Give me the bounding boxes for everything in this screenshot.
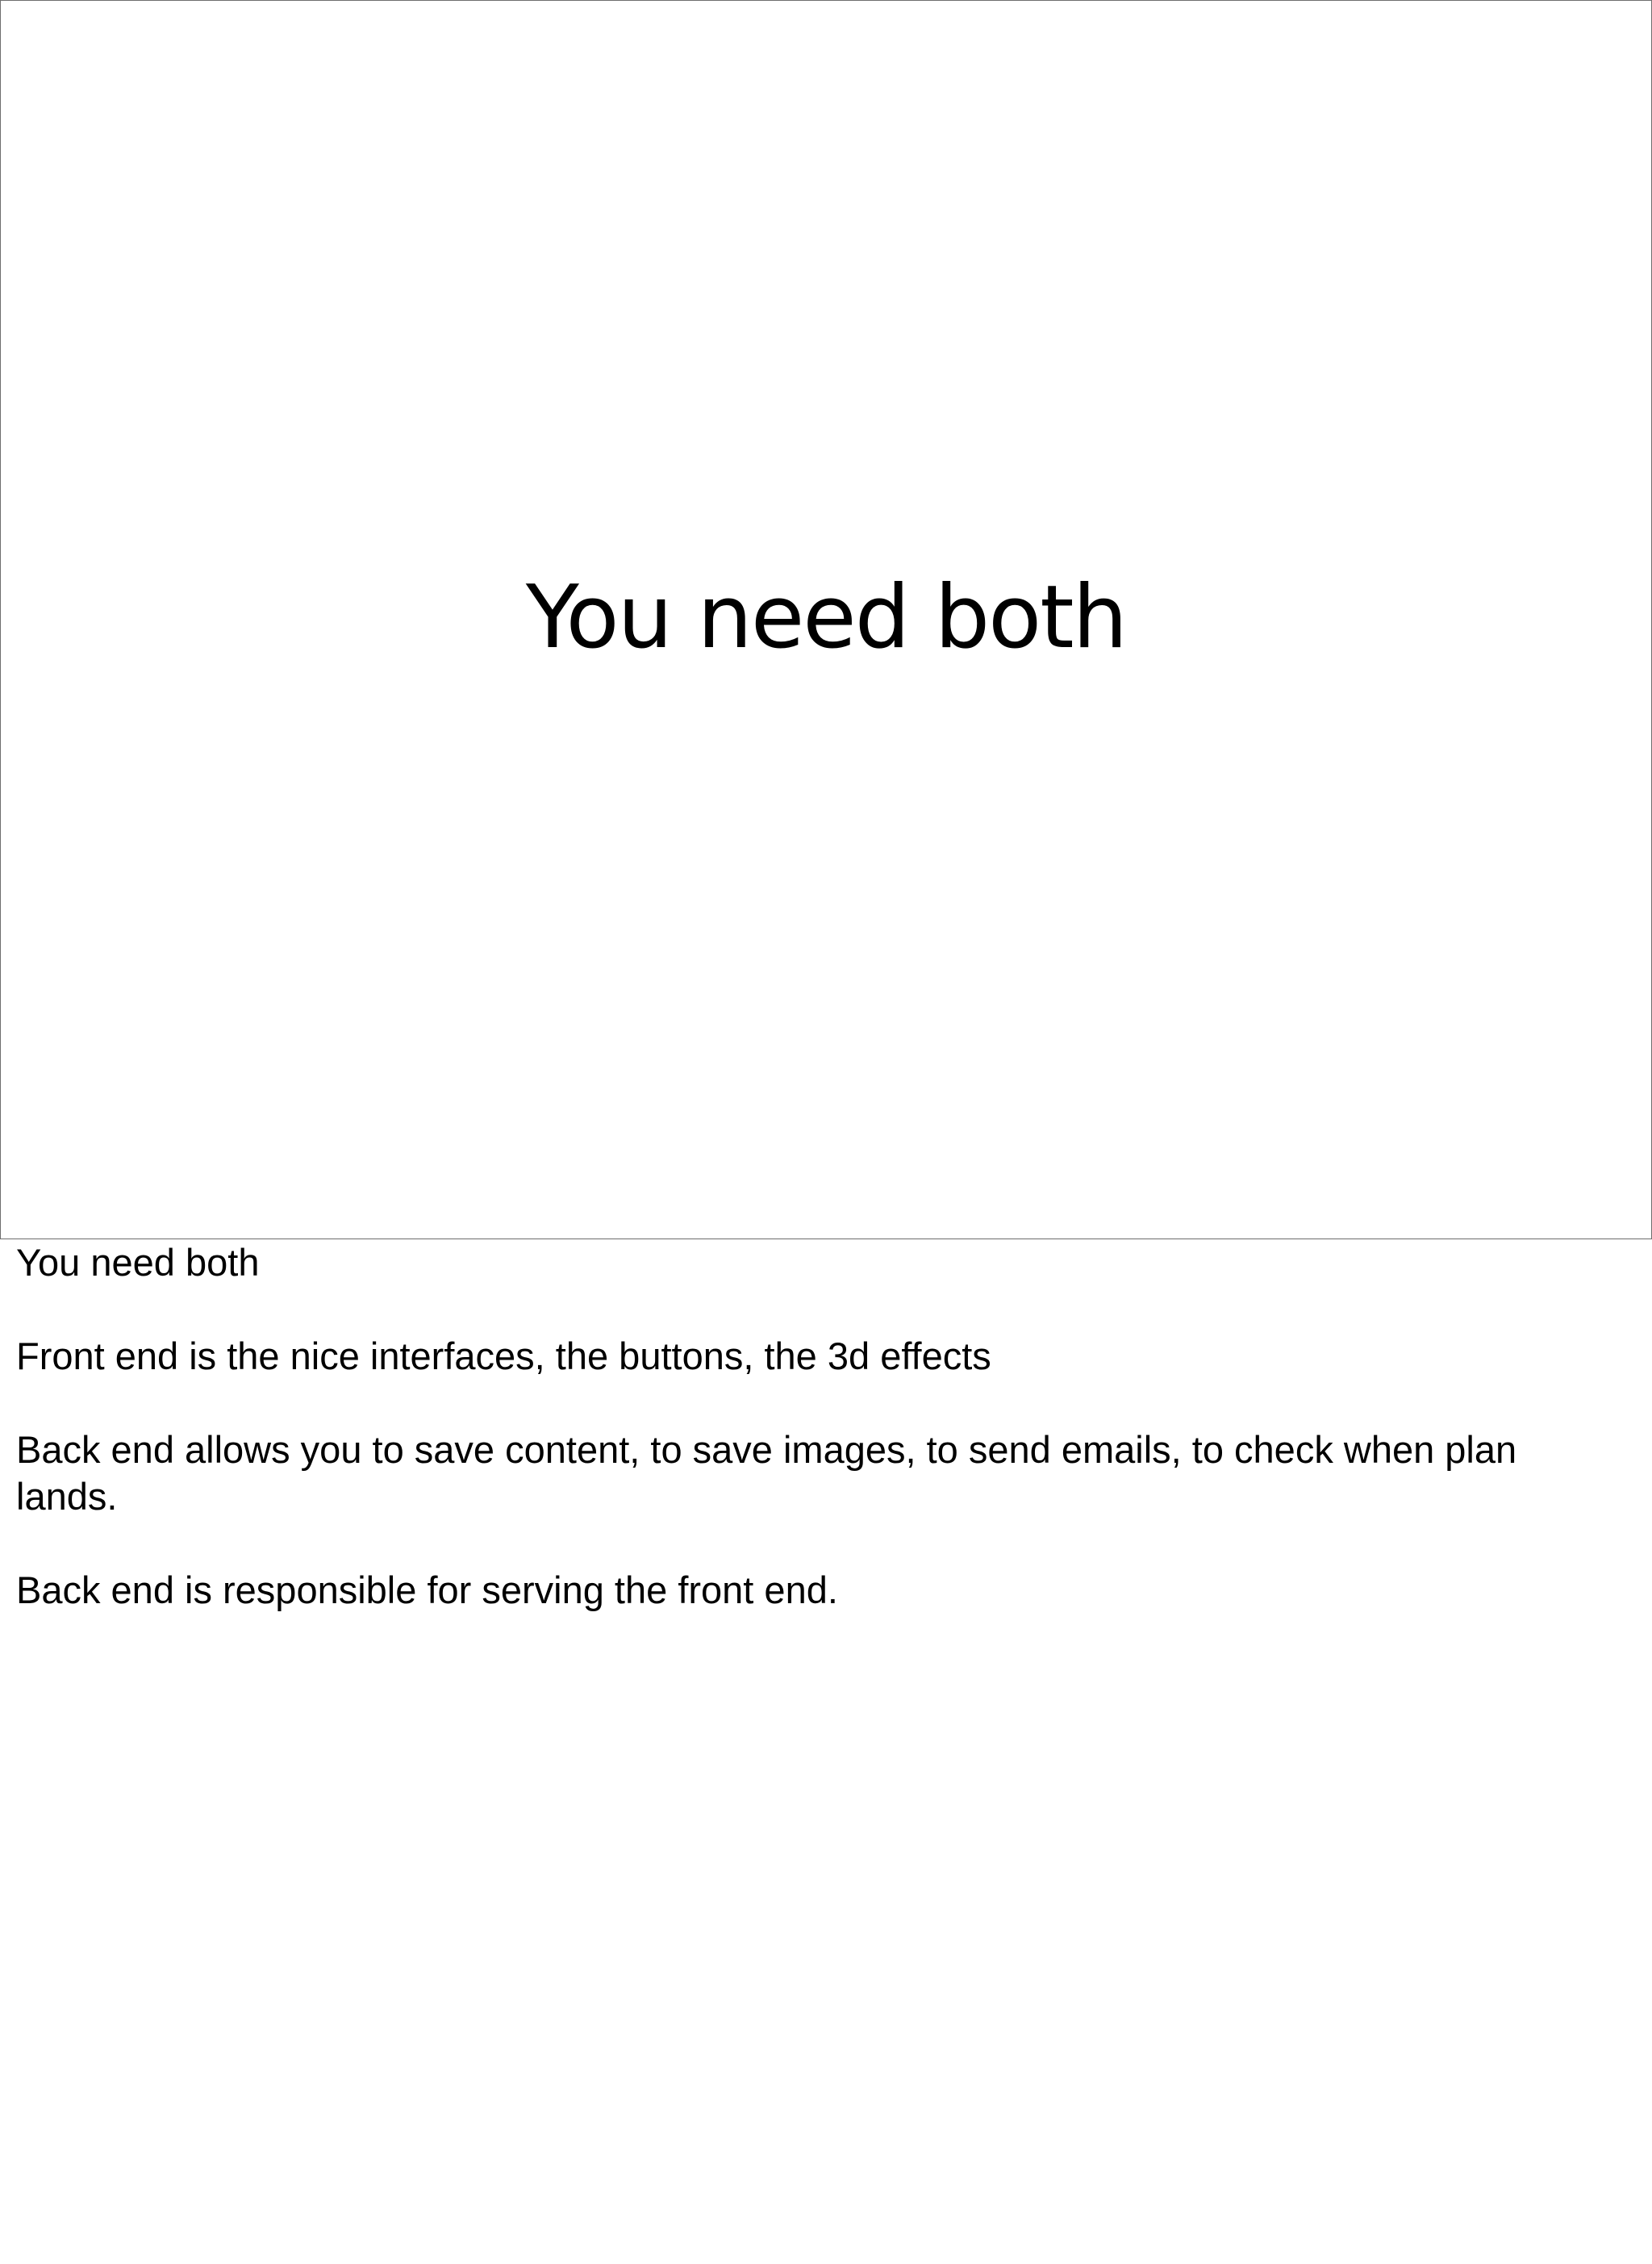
notes-paragraph: You need both (16, 1241, 260, 1284)
notes-paragraph: Front end is the nice interfaces, the buttons, the 3d effects (16, 1335, 991, 1377)
notes-paragraph: Back end allows you to save content, to save images, to send emails, to check when plan lands. (16, 1428, 1517, 1518)
speaker-notes (16, 1239, 1621, 1660)
notes-paragraph: Back end is responsible for serving the front end. (16, 1569, 838, 1611)
slide-title: You need both (525, 567, 1127, 668)
